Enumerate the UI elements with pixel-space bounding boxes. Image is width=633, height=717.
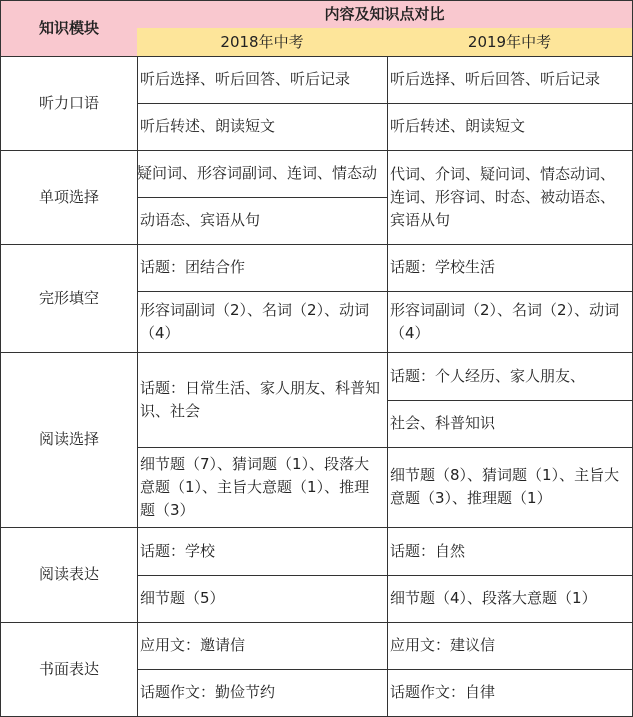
cell-2019: 细节题（8）、猜词题（1）、主旨大意题（3）、推理题（1） xyxy=(387,447,633,528)
header-compare: 内容及知识点对比 xyxy=(137,0,633,29)
cell-2018: 细节题（7）、猜词题（1）、段落大意题（1）、主旨大意题（1）、推理题（3） xyxy=(137,447,388,528)
module-cell: 听力口语 xyxy=(0,56,138,151)
cell-2018: 话题作文：勤俭节约 xyxy=(137,669,388,717)
cell-2019: 话题作文：自律 xyxy=(387,669,633,717)
module-cell: 单项选择 xyxy=(0,150,138,245)
cell-2018: 话题：学校 xyxy=(137,527,388,576)
cell-2019: 听后选择、听后回答、听后记录 xyxy=(387,56,633,104)
module-cell: 完形填空 xyxy=(0,244,138,353)
module-cell: 阅读表达 xyxy=(0,527,138,623)
cell-2019: 听后转述、朗读短文 xyxy=(387,103,633,151)
cell-2019: 形容词副词（2）、名词（2）、动词（4） xyxy=(387,291,633,353)
cell-2018: 细节题（5） xyxy=(137,575,388,623)
cell-2018: 话题：团结合作 xyxy=(137,244,388,292)
cell-2018: 应用文：邀请信 xyxy=(137,622,388,670)
module-cell: 阅读选择 xyxy=(0,352,138,528)
cell-2019: 话题：学校生活 xyxy=(387,244,633,292)
cell-2018: 话题：日常生活、家人朋友、科普知识、社会 xyxy=(137,352,388,448)
cell-2019: 细节题（4）、段落大意题（1） xyxy=(387,575,633,623)
cell-2019: 社会、科普知识 xyxy=(387,400,633,448)
cell-2019: 应用文：建议信 xyxy=(387,622,633,670)
cell-2019: 话题：自然 xyxy=(387,527,633,576)
cell-2018: 动语态、宾语从句 xyxy=(137,197,388,245)
cell-2019: 话题：个人经历、家人朋友、 xyxy=(387,352,633,401)
cell-2018: 听后转述、朗读短文 xyxy=(137,103,388,151)
cell-2018: 疑问词、形容词副词、连词、情态动 xyxy=(137,150,388,198)
cell-2019: 代词、介词、疑问词、情态动词、连词、形容词、时态、被动语态、宾语从句 xyxy=(387,150,633,245)
header-2019: 2019年中考 xyxy=(387,28,633,57)
cell-2018: 形容词副词（2）、名词（2）、动词（4） xyxy=(137,291,388,353)
header-module: 知识模块 xyxy=(0,0,138,57)
module-cell: 书面表达 xyxy=(0,622,138,717)
cell-2018: 听后选择、听后回答、听后记录 xyxy=(137,56,388,104)
header-2018: 2018年中考 xyxy=(137,28,388,57)
